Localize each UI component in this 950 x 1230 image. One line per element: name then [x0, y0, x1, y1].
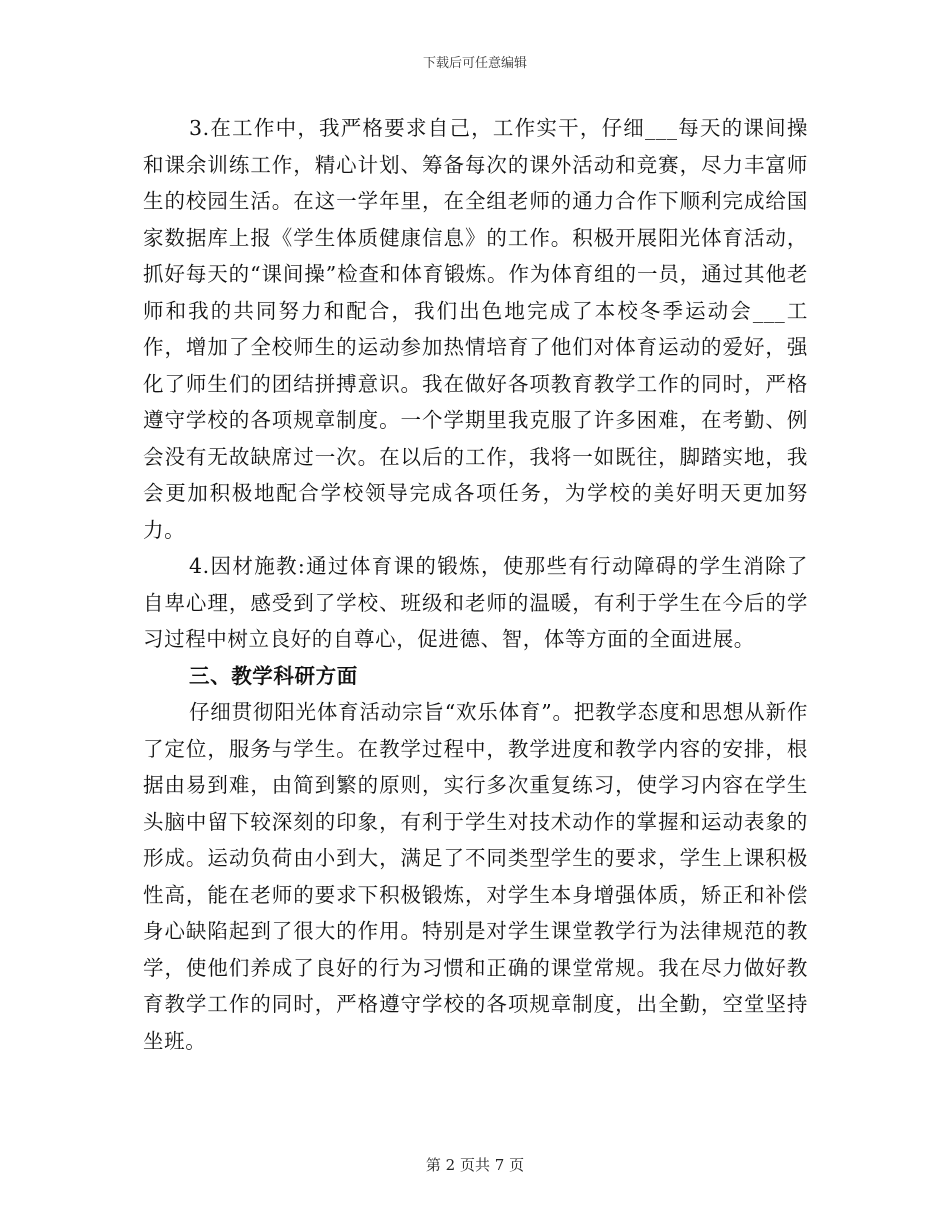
page-header: 下载后可任意编辑 [422, 56, 527, 71]
section-heading: 三、教学科研方面 [189, 663, 358, 688]
paragraph-item-3: 3.在工作中，我严格要求自己，工作实干，仔细___每天的课间操和课余训练工作，精心计划、筹备每次的课外活动和竞赛，尽力丰富师生的校园生活。在这一学年里，在全组老师的通力合作下顺利完成给国家数据库上报《学生体质健康信息》的工作。积极开展阳光体育活动，抓好每天的“课间操”检查和体育锻炼。作为体育组的一员，通过其他老师和我的共同努力和配合，我们出色地完成了本校冬季运动会___工作，增加了全校师生的运动参加热情培育了他们对体育运动的爱好，强化了师生们的团结拼搏意识。我在做好各项教育教学工作的同时，严格遵守学校的各项规章制度。一个学期里我克服了许多困难，在考勤、例会没有无故缺席过一次。在以后的工作，我将一如既往，脚踏实地，我会更加积极地配合学校领导完成各项任务，为学校的美好明天更加努力。 [143, 116, 808, 542]
paragraph-item-4: 4.因材施教:通过体育课的锻炼，使那些有行动障碍的学生消除了自卑心理，感受到了学校、班级和老师的温暖，有利于学生在今后的学习过程中树立良好的自尊心，促进德、智，体等方面的全面进展。 [143, 554, 808, 651]
page-footer: 第 2 页共 7 页 [425, 1156, 525, 1174]
document-body [143, 110, 808, 1059]
paragraph-research: 仔细贯彻阳光体育活动宗旨“欢乐体育”。把教学态度和思想从新作了定位，服务与学生。在教学过程中，教学进度和教学内容的安排，根据由易到难，由简到繁的原则，实行多次重复练习，使学习内容在学生头脑中留下较深刻的印象，有利于学生对技术动作的掌握和运动表象的形成。运动负荷由小到大，满足了不同类型学生的要求，学生上课积极性高，能在老师的要求下积极锻炼，对学生本身增强体质，矫正和补偿身心缺陷起到了很大的作用。特别是对学生课堂教学行为法律规范的教学，使他们养成了良好的行为习惯和正确的课堂常规。我在尽力做好教育教学工作的同时，严格遵守学校的各项规章制度，出全勤，空堂坚持坐班。 [143, 700, 808, 1053]
